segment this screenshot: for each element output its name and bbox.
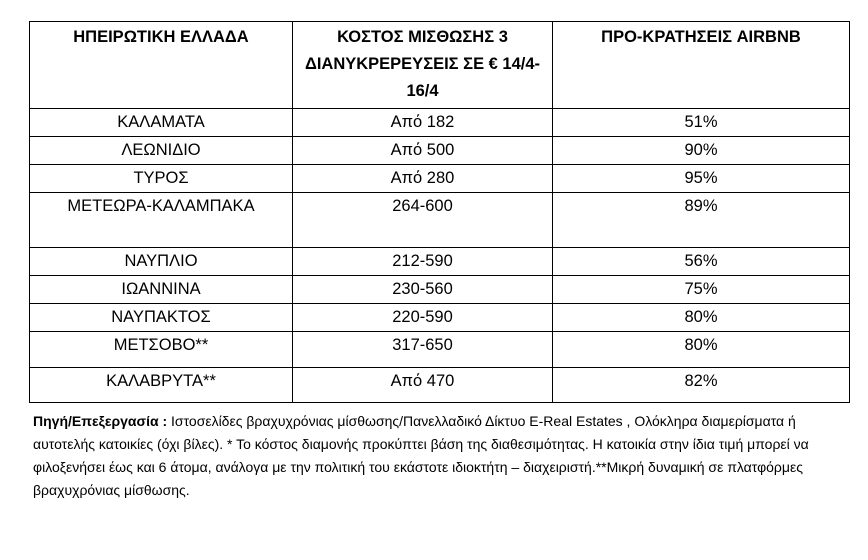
cell-cost: Από 470: [293, 368, 553, 403]
table-row: [30, 165, 850, 193]
cell-cost: 230-560: [293, 276, 553, 304]
cell-place: ΛΕΩΝΙΔΙΟ: [30, 137, 293, 165]
cell-place: ΜΕΤΣΟΒΟ**: [30, 332, 293, 368]
cell-airbnb: 89%: [553, 193, 850, 248]
table-row: [30, 276, 850, 304]
cell-cost: Από 182: [293, 109, 553, 137]
cell-cost: 317-650: [293, 332, 553, 368]
cell-cost: 220-590: [293, 304, 553, 332]
cell-airbnb: 80%: [553, 332, 850, 368]
table-row: [30, 332, 850, 368]
cell-cost: Από 500: [293, 137, 553, 165]
table-row: [30, 193, 850, 248]
cell-airbnb: 95%: [553, 165, 850, 193]
cell-place: ΝΑΥΠΛΙΟ: [30, 248, 293, 276]
cell-airbnb: 82%: [553, 368, 850, 403]
source-label: Πηγή/Επεξεργασία :: [33, 413, 168, 429]
cell-airbnb: 51%: [553, 109, 850, 137]
cell-place: ΤΥΡΟΣ: [30, 165, 293, 193]
source-text: Ιστοσελίδες βραχυχρόνιας μίσθωσης/Πανελλαδικό Δίκτυο E-Real Estates , Ολόκληρα διαμερίσματα ή αυτοτελής κατοικίες (όχι βίλες). * Το κόστος διαμονής προκύπτει βάση της διαθεσιμότητας. Η κατοικία στην ίδια τιμή μπορεί να φιλοξενήσει έως και 6 άτομα, ανάλογα με την πολιτική του εκάστοτε ιδιοκτήτη – διαχειριστή.**Μικρή δυναμική σε πλατφόρμες βραχυχρόνιας μίσθωσης.: [33, 413, 809, 498]
rental-cost-table: [29, 21, 850, 403]
cell-place: ΙΩΑΝΝΙΝΑ: [30, 276, 293, 304]
table-row: [30, 137, 850, 165]
header-cost: ΚΟΣΤΟΣ ΜΙΣΘΩΣΗΣ 3 ΔΙΑΝΥΚΡΕΡΕΥΣΕΙΣ ΣΕ € 14/4-16/4: [293, 22, 553, 109]
cell-cost: 264-600: [293, 193, 553, 248]
table-header-row: [30, 22, 850, 109]
header-airbnb: ΠΡΟ-ΚΡΑΤΗΣΕΙΣ AIRBNB: [553, 22, 850, 109]
cell-place: ΚΑΛΑΒΡΥΤΑ**: [30, 368, 293, 403]
cell-airbnb: 90%: [553, 137, 850, 165]
source-note: [29, 410, 849, 502]
cell-place: ΝΑΥΠΑΚΤΟΣ: [30, 304, 293, 332]
table-row: [30, 109, 850, 137]
cell-airbnb: 75%: [553, 276, 850, 304]
table-row: [30, 304, 850, 332]
table-row: [30, 248, 850, 276]
cell-airbnb: 56%: [553, 248, 850, 276]
cell-place: ΚΑΛΑΜΑΤΑ: [30, 109, 293, 137]
table-row: [30, 368, 850, 403]
cell-cost: 212-590: [293, 248, 553, 276]
cell-airbnb: 80%: [553, 304, 850, 332]
cell-place: ΜΕΤΕΩΡΑ-ΚΑΛΑΜΠΑΚΑ: [30, 193, 293, 248]
header-region: ΗΠΕΙΡΩΤΙΚΗ ΕΛΛΑΔΑ: [30, 22, 293, 109]
document: [29, 21, 849, 502]
cell-cost: Από 280: [293, 165, 553, 193]
